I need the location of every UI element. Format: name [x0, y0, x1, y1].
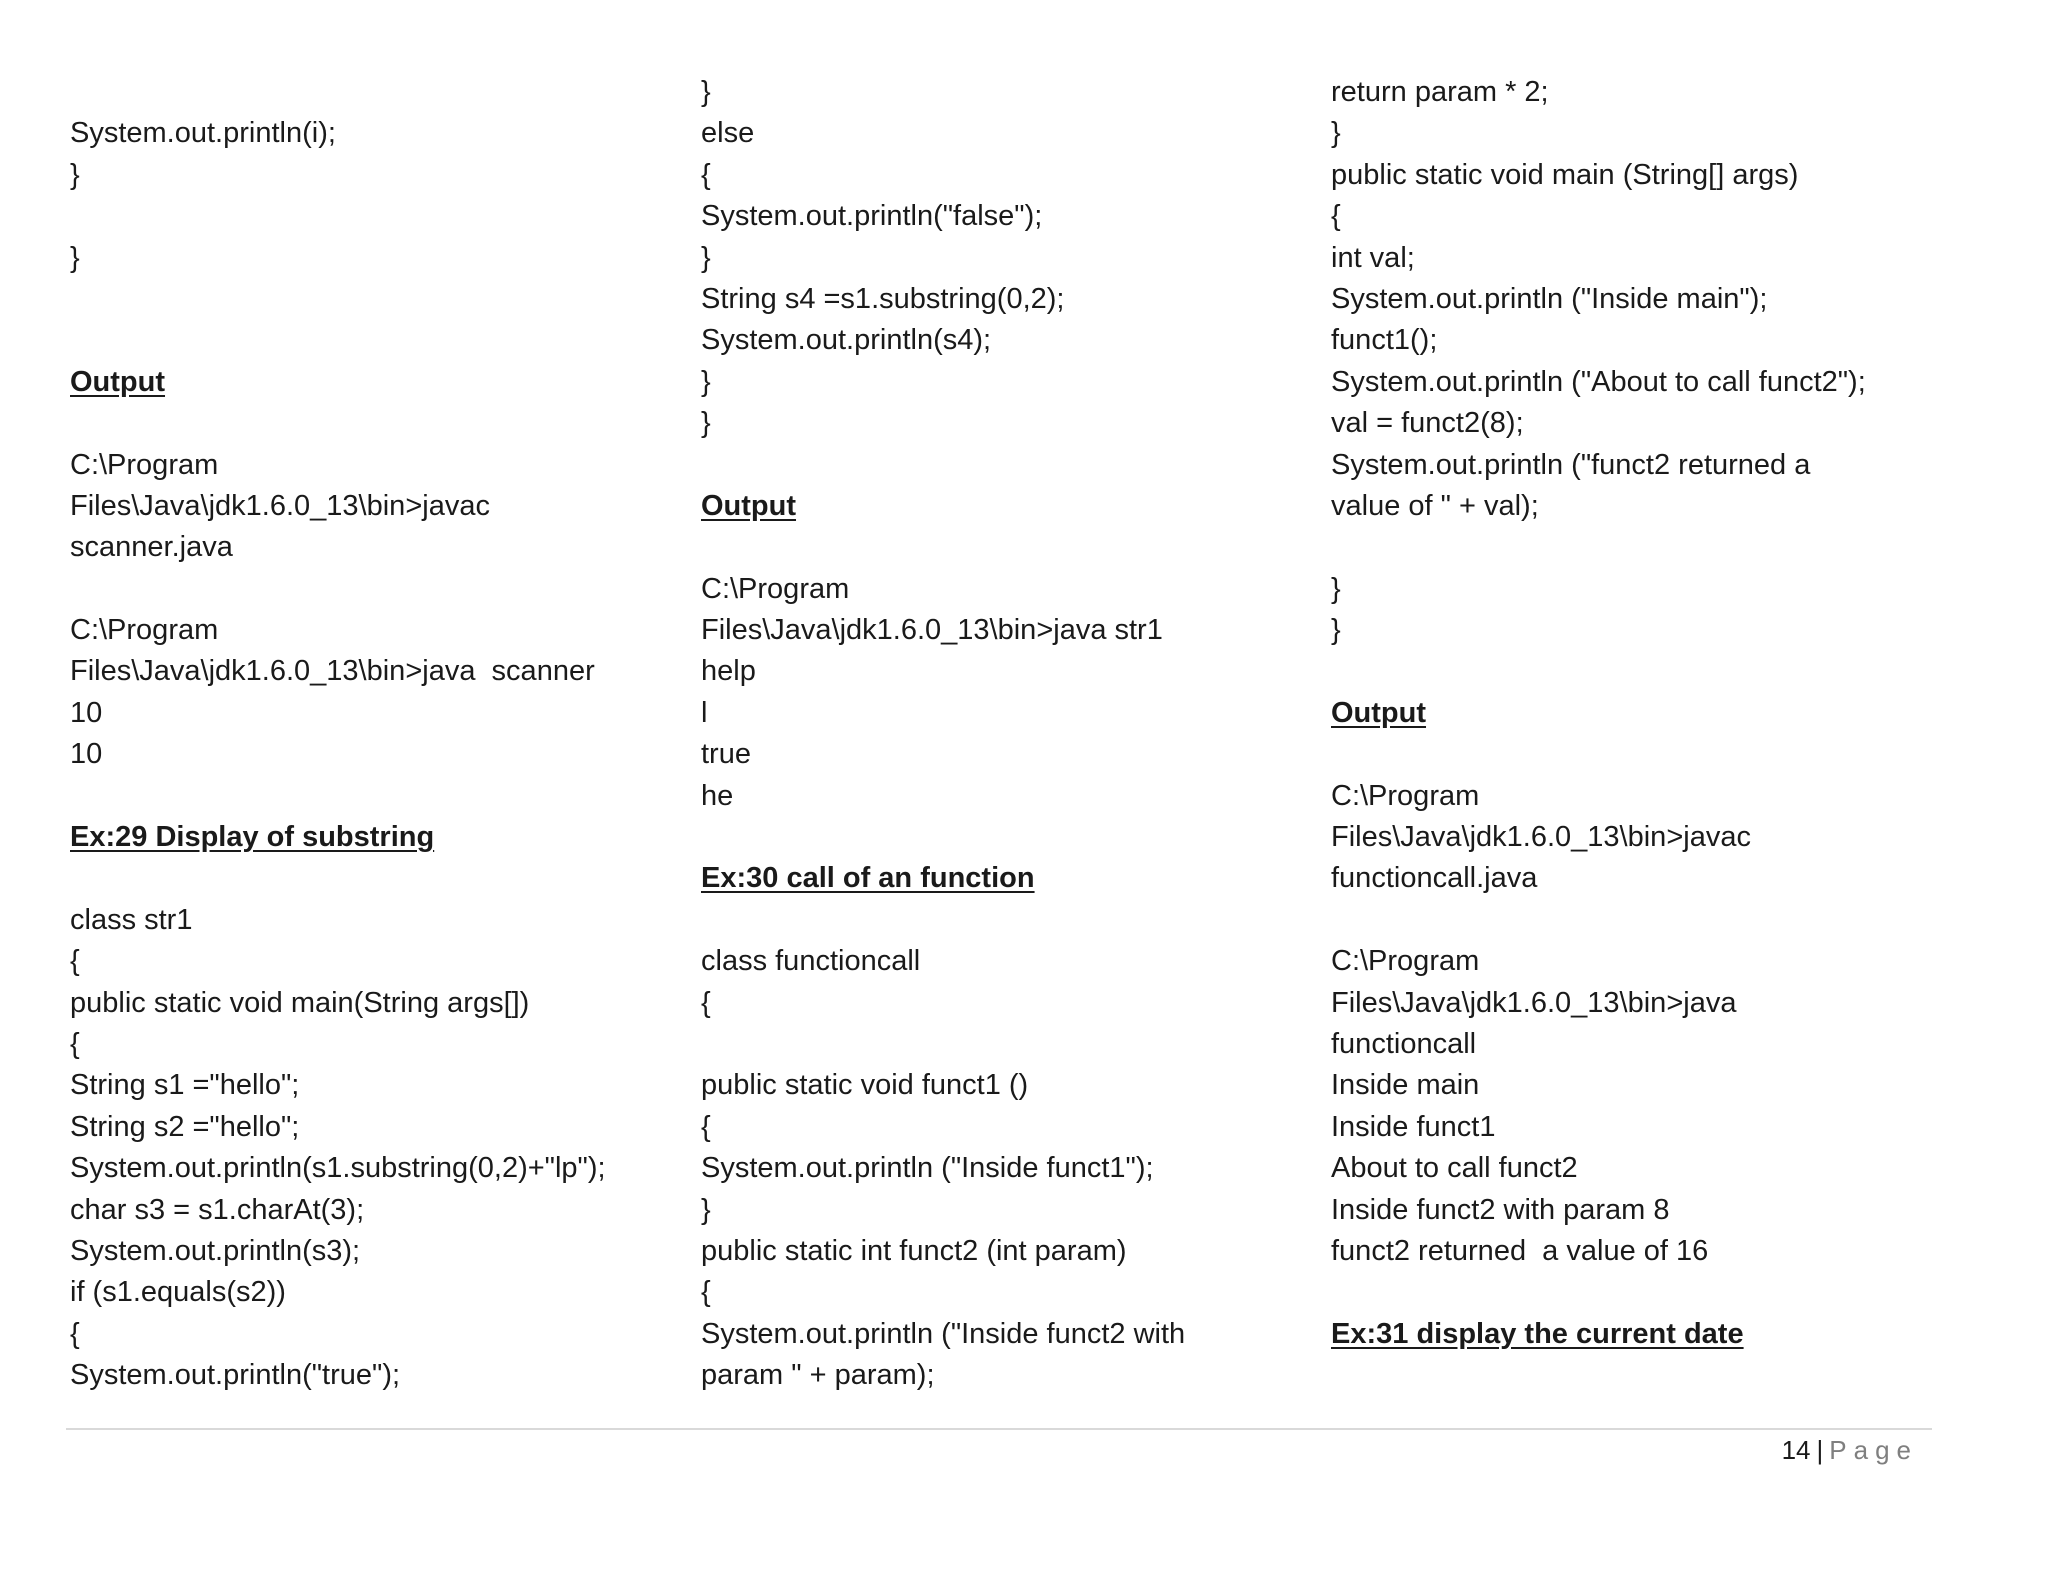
text-line [701, 1024, 1301, 1065]
page-label: Page [1829, 1435, 1918, 1465]
text-line: C:\Program [701, 572, 850, 605]
text-line [1331, 900, 1971, 941]
text-line: { [70, 945, 80, 978]
text-line [701, 817, 1301, 858]
section-heading: Output [1331, 696, 1427, 729]
text-line [70, 776, 670, 817]
text-line: Inside funct2 with param 8 [1331, 1193, 1670, 1226]
text-line: { [1331, 200, 1341, 233]
text-line: { [701, 158, 711, 191]
text-line: funct2 returned a value of 16 [1331, 1234, 1709, 1267]
text-line: funct1(); [1331, 324, 1438, 357]
text-line: } [1331, 572, 1341, 605]
text-line [1331, 734, 1971, 775]
section-heading: Output [70, 365, 166, 398]
text-line: { [701, 986, 711, 1019]
text-line: Files\Java\jdk1.6.0_13\bin>java scanner [70, 655, 595, 688]
text-line: String s2 ="hello"; [70, 1110, 300, 1143]
text-line: System.out.println(s3); [70, 1234, 361, 1267]
text-line: scanner.java [70, 531, 233, 564]
text-line: } [701, 1193, 711, 1226]
text-line [70, 196, 670, 237]
text-line: } [1331, 614, 1341, 647]
text-line: } [701, 241, 711, 274]
text-line: { [70, 1317, 80, 1350]
text-line [70, 279, 670, 320]
text-line: class functioncall [701, 945, 921, 978]
text-line: } [701, 76, 711, 108]
text-line: } [70, 158, 80, 191]
text-line: int val; [1331, 241, 1415, 274]
text-line [70, 72, 670, 113]
text-line: return param * 2; [1331, 76, 1549, 108]
text-line: System.out.println(s1.substring(0,2)+"lp"); [70, 1152, 606, 1185]
text-line: if (s1.equals(s2)) [70, 1276, 286, 1309]
text-line: System.out.println ("Inside funct1"); [701, 1152, 1154, 1185]
text-line [701, 900, 1301, 941]
section-heading: Ex:31 display the current date [1331, 1317, 1744, 1350]
text-line: he [701, 779, 734, 812]
text-line: value of " + val); [1331, 489, 1539, 522]
text-line: Inside funct1 [1331, 1110, 1496, 1143]
text-line: char s3 = s1.charAt(3); [70, 1193, 365, 1226]
text-line: C:\Program [1331, 779, 1480, 812]
text-line: { [70, 1027, 80, 1060]
text-line: help [701, 655, 756, 688]
text-line [70, 320, 670, 361]
text-line: C:\Program [70, 614, 219, 647]
page-footer [1782, 1432, 1918, 1468]
text-line: } [701, 407, 711, 440]
text-line [701, 527, 1301, 568]
footer-divider [66, 1428, 1932, 1430]
text-line: public static void main (String[] args) [1331, 158, 1799, 191]
column-3 [1331, 72, 1971, 1355]
text-line: 10 [70, 696, 103, 729]
text-line: Inside main [1331, 1069, 1480, 1102]
text-line: l [701, 696, 708, 729]
text-line: System.out.println(s4); [701, 324, 992, 357]
text-line: Files\Java\jdk1.6.0_13\bin>java [1331, 986, 1737, 1019]
text-line [70, 858, 670, 899]
text-line: functioncall [1331, 1027, 1477, 1060]
text-line: class str1 [70, 903, 193, 936]
text-line: Files\Java\jdk1.6.0_13\bin>java str1 [701, 614, 1163, 647]
text-line [1331, 527, 1971, 568]
text-line: About to call funct2 [1331, 1152, 1578, 1185]
text-line: param " + param); [701, 1359, 935, 1392]
text-line: public static int funct2 (int param) [701, 1234, 1127, 1267]
text-line: 10 [70, 738, 103, 771]
text-line: } [701, 365, 711, 398]
text-line: { [701, 1110, 711, 1143]
text-line: else [701, 117, 755, 150]
text-line: System.out.println ("funct2 returned a [1331, 448, 1811, 481]
text-line [1331, 651, 1971, 692]
section-heading: Ex:30 call of an function [701, 862, 1035, 895]
column-1 [70, 72, 670, 1397]
text-line: String s4 =s1.substring(0,2); [701, 282, 1065, 315]
text-line: functioncall.java [1331, 862, 1538, 895]
section-heading: Output [701, 489, 797, 522]
text-line: public static void funct1 () [701, 1069, 1029, 1102]
text-line: C:\Program [70, 448, 219, 481]
text-line: val = funct2(8); [1331, 407, 1524, 440]
section-heading: Ex:29 Display of substring [70, 821, 435, 854]
text-line: public static void main(String args[]) [70, 986, 530, 1019]
text-line: String s1 ="hello"; [70, 1069, 300, 1102]
column-2 [701, 72, 1301, 1397]
text-line: System.out.println("false"); [701, 200, 1043, 233]
text-line: System.out.println ("Inside funct2 with [701, 1317, 1186, 1350]
text-line: System.out.println ("About to call funct2"); [1331, 365, 1866, 398]
page-number: 14 [1781, 1435, 1811, 1465]
text-line [70, 569, 670, 610]
text-line: C:\Program [1331, 945, 1480, 978]
text-line: } [70, 241, 80, 274]
text-line: System.out.println ("Inside main"); [1331, 282, 1768, 315]
text-line: Files\Java\jdk1.6.0_13\bin>javac [1331, 821, 1751, 854]
text-line: Files\Java\jdk1.6.0_13\bin>javac [70, 489, 490, 522]
text-line: System.out.println("true"); [70, 1359, 401, 1392]
text-line [70, 403, 670, 444]
text-line: System.out.println(i); [70, 117, 336, 150]
text-line [1331, 1272, 1971, 1313]
footer-separator: | [1816, 1435, 1824, 1465]
text-line: true [701, 738, 751, 771]
text-line: } [1331, 117, 1341, 150]
text-line [701, 445, 1301, 486]
text-line: { [701, 1276, 711, 1309]
